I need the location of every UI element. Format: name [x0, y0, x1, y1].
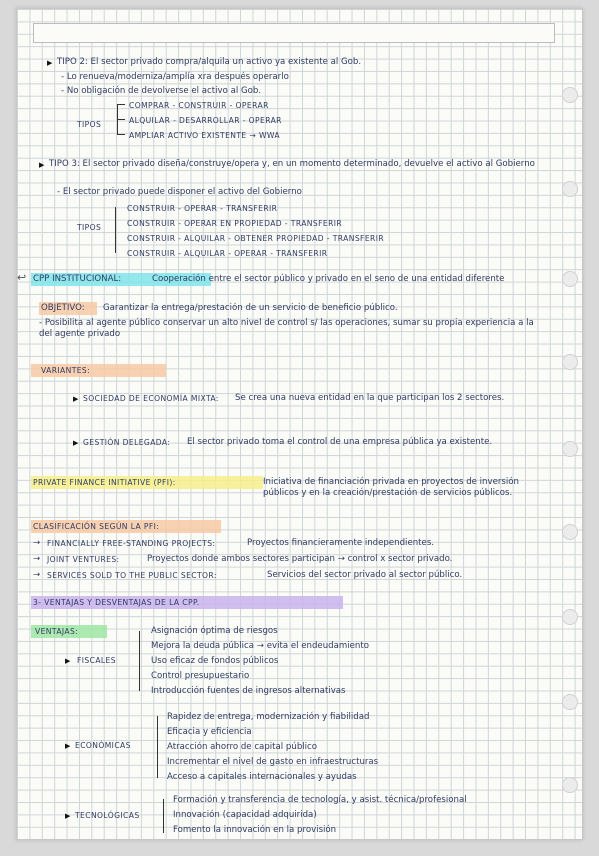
bullet-icon: ▶: [47, 59, 53, 67]
ventajas-label: VENTAJAS:: [35, 627, 79, 636]
tipo3-line: - El sector privado puede disponer el activo del Gobierno: [57, 187, 302, 197]
punch-hole: [562, 694, 578, 710]
cpp-inst-text: Cooperación entre el sector público y privado en el seno de una entidad diferente: [152, 274, 505, 284]
tipo3-tipo: CONSTRUIR - OPERAR - TRANSFERIR: [127, 204, 278, 213]
section3-title: 3- VENTAJAS Y DESVENTAJAS DE LA CPP.: [33, 598, 200, 607]
bracket-tick: [117, 119, 125, 120]
bullet-icon: ▶: [65, 812, 71, 820]
ventaja-item: Formación y transferencia de tecnología, y asist. técnica/profesional: [173, 795, 467, 805]
ventaja-item: Introducción fuentes de ingresos alternativas: [151, 686, 346, 696]
ventaja-item: Acceso a capitales internacionales y ayudas: [167, 772, 357, 782]
objetivo-text: Garantizar la entrega/prestación de un servicio de beneficio público.: [103, 303, 398, 313]
tipo2-line: - Lo renueva/moderniza/amplía xra después operarlo: [61, 72, 289, 82]
variantes-label: VARIANTES:: [41, 366, 91, 375]
cpp-inst-line: - Posibilita al agente público conservar un alto nivel de control s/ las operaciones, sumar su propia experiencia a la del agente privado: [39, 318, 534, 339]
bracket: [115, 207, 116, 253]
tipo2-title: TIPO 2: El sector privado compra/alquila un activo ya existente al Gob.: [57, 57, 362, 67]
bracket-tick: [117, 134, 125, 135]
objetivo-label: OBJETIVO:: [41, 303, 85, 313]
notebook-page: [16, 8, 583, 840]
ventajas-group-label: FISCALES: [77, 656, 116, 665]
variante-label: GESTIÓN DELEGADA:: [83, 438, 171, 447]
bracket: [157, 716, 158, 778]
arrow-icon: →: [33, 554, 41, 564]
bracket-tick: [117, 104, 125, 105]
tipo3-tipo: CONSTRUIR - ALQUILAR - OPERAR - TRANSFERIR: [127, 249, 328, 258]
bullet-icon: ▶: [65, 657, 71, 665]
clasificacion-item-text: Proyectos donde ambos sectores participan → control x sector privado.: [147, 554, 453, 564]
bracket: [163, 799, 164, 833]
variante-label: SOCIEDAD DE ECONOMÍA MIXTA:: [83, 394, 219, 403]
bullet-icon: ▶: [73, 439, 79, 447]
page-header-box: [33, 23, 555, 43]
clasificacion-item-label: SERVICES SOLD TO THE PUBLIC SECTOR:: [47, 571, 217, 580]
tipo3-title: TIPO 3: El sector privado diseña/construye/opera y, en un momento determinado, devuelve el activo al Gobierno: [49, 159, 535, 169]
punch-hole: [562, 354, 578, 370]
punch-hole: [562, 777, 578, 793]
ventaja-item: Incrementar el nivel de gasto en infraestructuras: [167, 757, 379, 767]
punch-hole: [562, 441, 578, 457]
ventaja-item: Uso eficaz de fondos públicos: [151, 656, 279, 666]
bullet-icon: ▶: [39, 161, 45, 169]
ventajas-group-label: TECNOLÓGICAS: [75, 811, 140, 820]
ventaja-item: Atracción ahorro de capital público: [167, 742, 318, 752]
ventajas-group-label: ECONÓMICAS: [75, 741, 131, 750]
tipo2-line: - No obligación de devolverse el activo al Gob.: [61, 86, 262, 96]
ventaja-item: Asignación óptima de riesgos: [151, 626, 278, 636]
bullet-icon: ▶: [65, 742, 71, 750]
ventaja-item: Rapidez de entrega, modernización y fiabilidad: [167, 712, 370, 722]
tipo3-tipo: CONSTRUIR - OPERAR EN PROPIEDAD - TRANSFERIR: [127, 219, 343, 228]
ventaja-item: Innovación (capacidad adquirida): [173, 810, 317, 820]
bracket: [139, 631, 140, 691]
ventaja-item: Control presupuestario: [151, 671, 250, 681]
punch-hole: [562, 87, 578, 103]
arrow-icon: →: [33, 538, 41, 548]
punch-hole: [562, 524, 578, 540]
margin-mark: ↩: [17, 271, 27, 284]
bullet-icon: ▶: [73, 395, 79, 403]
clasificacion-item-text: Proyectos financieramente independientes.: [247, 538, 435, 548]
variante-text: El sector privado toma el control de una empresa pública ya existente.: [187, 437, 493, 447]
punch-hole: [562, 609, 578, 625]
pfi-text: Iniciativa de financiación privada en proyectos de inversión públicos y en la creación/prestación de servicios públicos.: [263, 477, 519, 498]
tipo2-tipo: ALQUILAR - DESARROLLAR - OPERAR: [129, 116, 282, 125]
tipo3-tipos-label: TIPOS: [77, 223, 102, 232]
punch-hole: [562, 271, 578, 287]
tipo2-tipo: COMPRAR - CONSTRUIR - OPERAR: [129, 101, 269, 110]
ventaja-item: Mejora la deuda pública → evita el endeudamiento: [151, 641, 369, 651]
clasificacion-label: CLASIFICACIÓN SEGÚN LA PFI:: [33, 522, 160, 531]
tipo2-tipo: AMPLIAR ACTIVO EXISTENTE → WWA: [129, 131, 280, 140]
clasificacion-item-text: Servicios del sector privado al sector público.: [267, 570, 463, 580]
cpp-inst-title: CPP INSTITUCIONAL:: [33, 274, 122, 284]
tipo2-tipos-label: TIPOS: [77, 120, 102, 129]
tipo3-tipo: CONSTRUIR - ALQUILAR - OBTENER PROPIEDAD - TRANSFERIR: [127, 234, 385, 243]
clasificacion-item-label: JOINT VENTURES:: [47, 555, 120, 564]
variante-text: Se crea una nueva entidad en la que participan los 2 sectores.: [235, 393, 505, 403]
punch-hole: [562, 181, 578, 197]
ventaja-item: Fomento la innovación en la provisión: [173, 825, 337, 835]
ventaja-item: Eficacia y eficiencia: [167, 727, 252, 737]
clasificacion-item-label: FINANCIALLY FREE-STANDING PROJECTS:: [47, 539, 216, 548]
pfi-label: PRIVATE FINANCE INITIATIVE (PFI):: [33, 478, 176, 487]
arrow-icon: →: [33, 570, 41, 580]
